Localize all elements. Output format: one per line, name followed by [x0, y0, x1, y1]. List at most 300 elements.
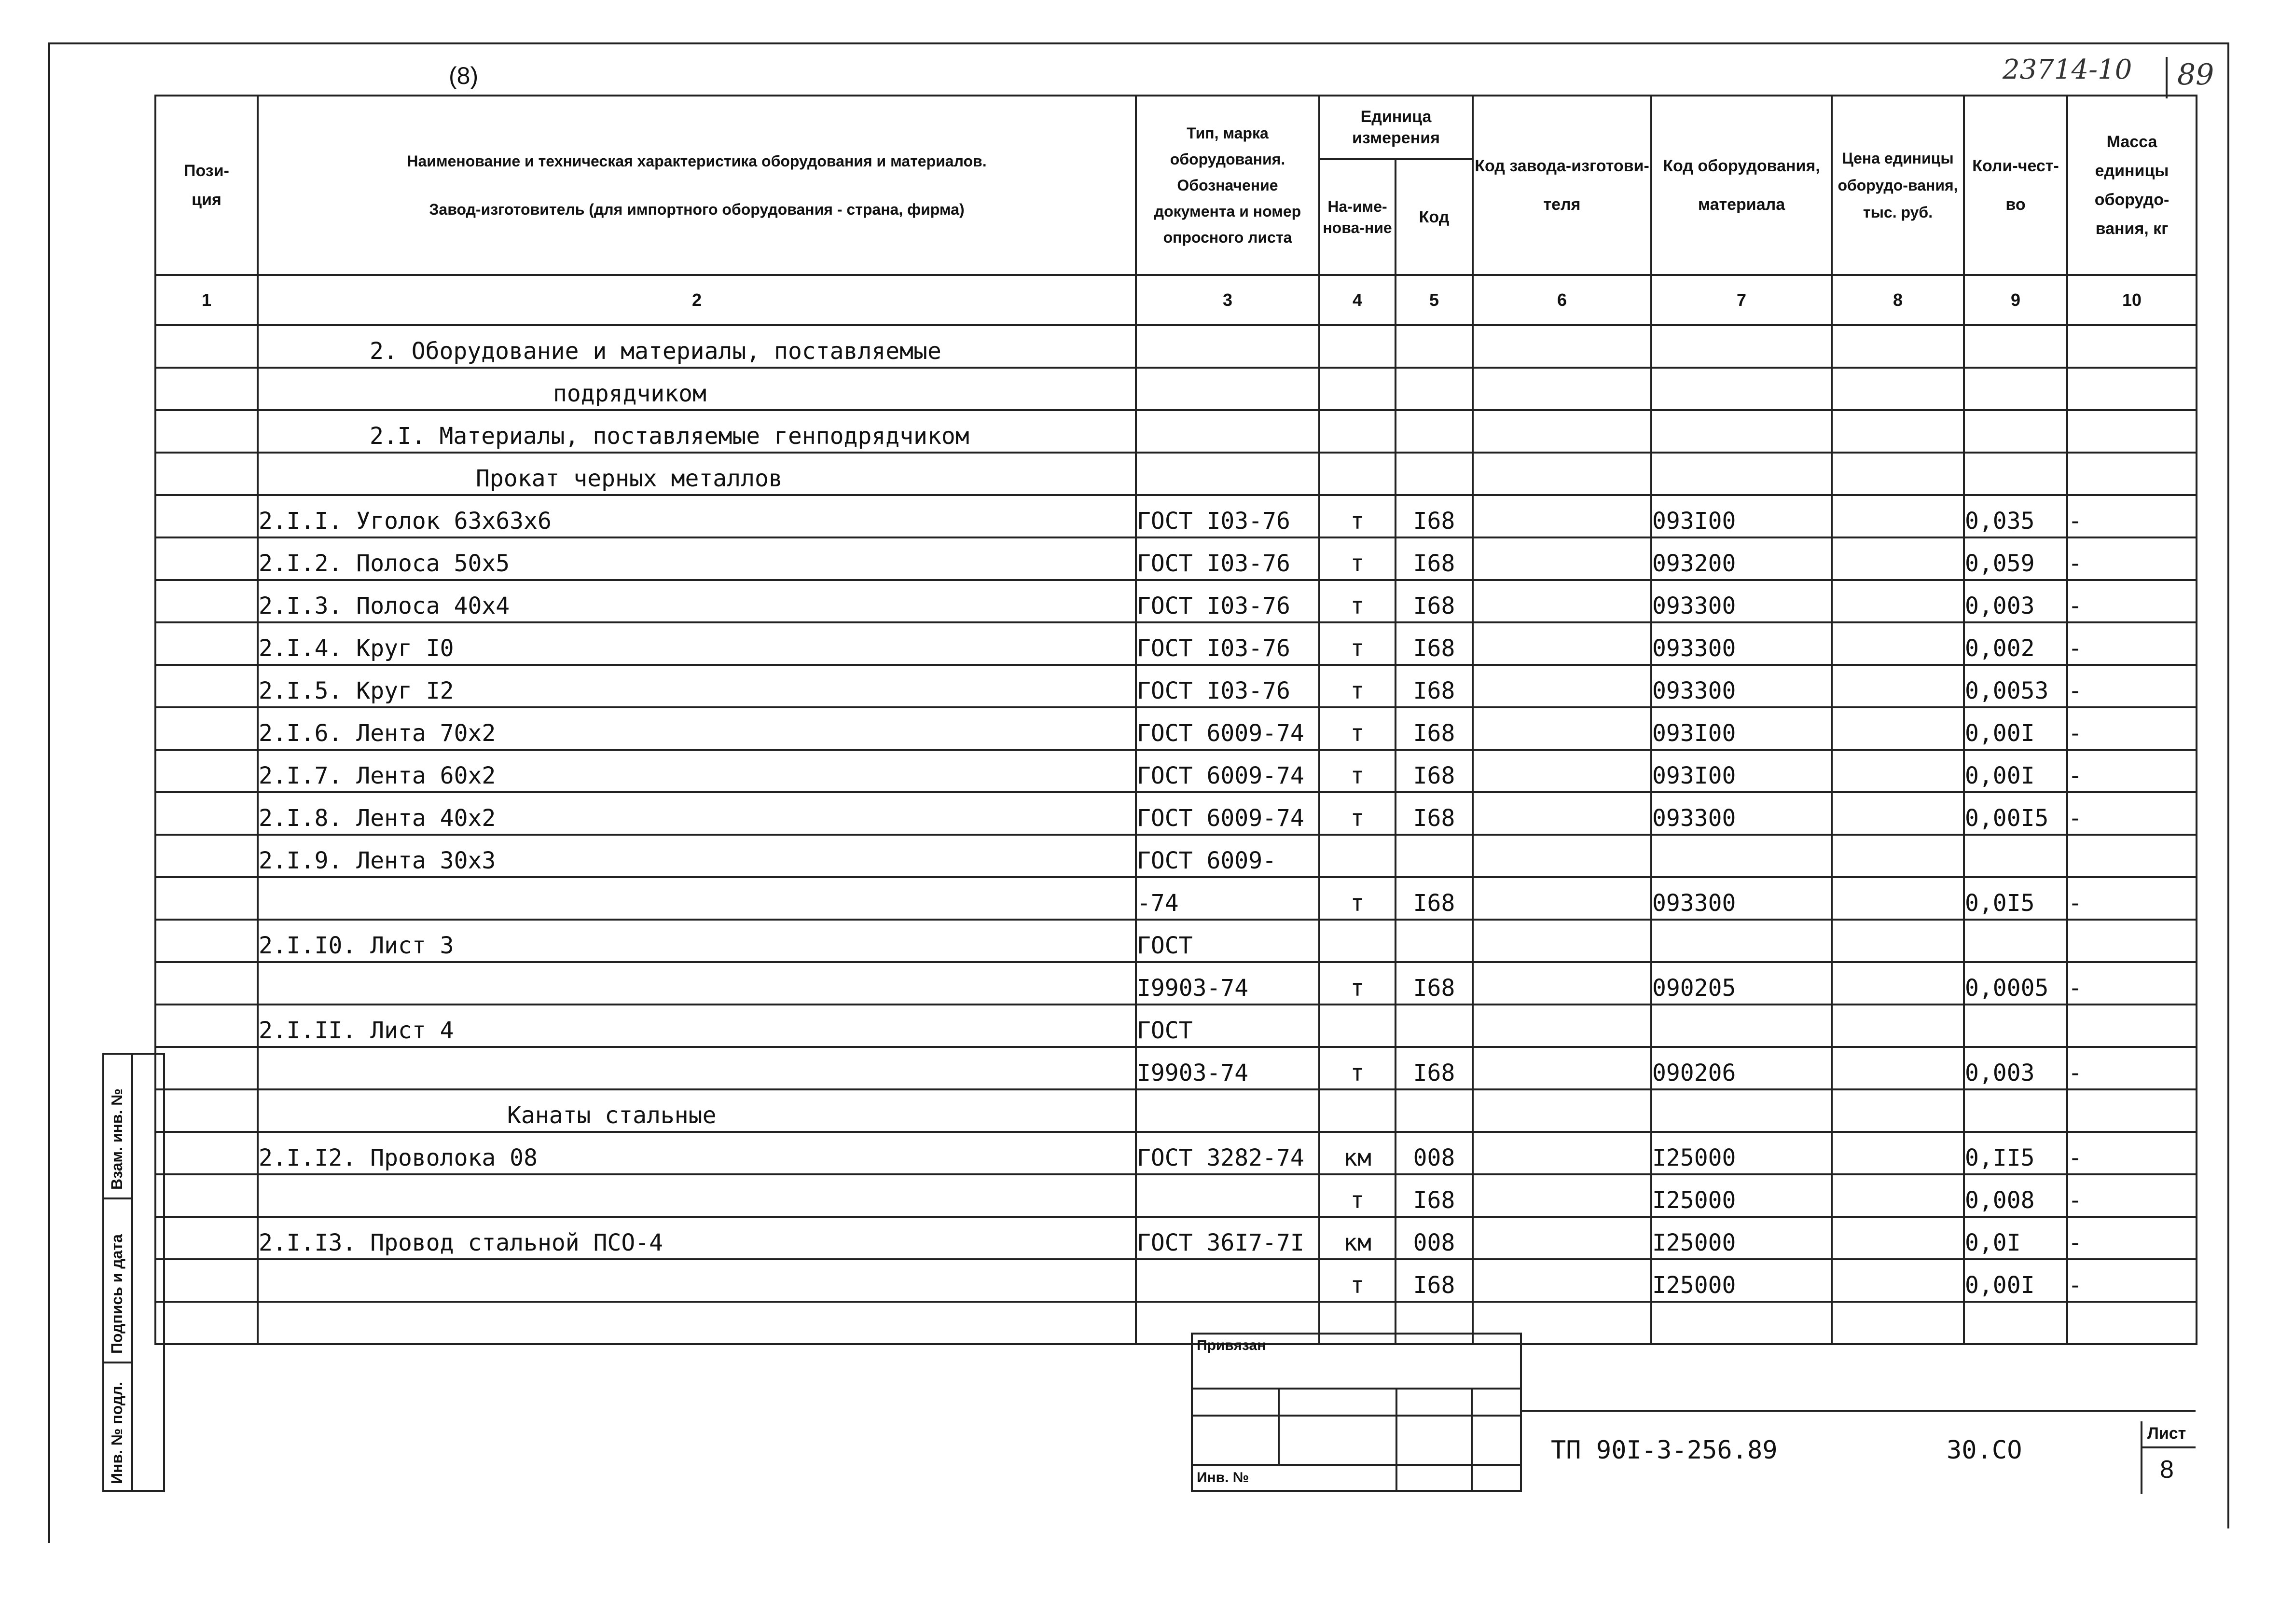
cell-unit-code: I68: [1396, 537, 1473, 580]
column-number: 10: [2067, 275, 2197, 325]
cell-quantity: 0,00I: [1964, 750, 2067, 792]
cell-document: [1136, 325, 1319, 368]
cell-document: -74: [1136, 877, 1319, 920]
cell-quantity: [1964, 368, 2067, 410]
cell-document: [1136, 453, 1319, 495]
sidebar-cell-inv-podl: [104, 1363, 131, 1490]
table-row: [155, 1089, 2197, 1132]
sidebar-divider: [131, 1055, 133, 1490]
cell-quantity: 0,00I: [1964, 707, 2067, 750]
cell-unit-code: I68: [1396, 1259, 1473, 1302]
cell-quantity: 0,II5: [1964, 1132, 2067, 1174]
cell-price: [1832, 325, 1964, 368]
cell-position: [155, 410, 258, 453]
header-unit-code: Код: [1396, 159, 1473, 275]
cell-factory-code: [1473, 835, 1651, 877]
cell-name: 2.I.II. Лист 4: [258, 1005, 1136, 1047]
cell-unit-name: т: [1319, 1174, 1396, 1217]
cell-mass: [2067, 835, 2197, 877]
cell-unit-name: т: [1319, 580, 1396, 622]
cell-unit-name: [1319, 1089, 1396, 1132]
cell-name: Прокат черных металлов: [258, 453, 1136, 495]
cell-factory-code: [1473, 750, 1651, 792]
table-row: [155, 1302, 2197, 1344]
table-row: [155, 835, 2197, 877]
table-row: [155, 495, 2197, 537]
cell-material-code: [1651, 410, 1832, 453]
cell-position: [155, 1302, 258, 1344]
header-price: Цена единицы оборудо-вания, тыс. руб.: [1832, 96, 1964, 275]
table-row: [155, 962, 2197, 1005]
cell-mass: -: [2067, 707, 2197, 750]
cell-material-code: [1651, 1005, 1832, 1047]
cell-unit-code: [1396, 453, 1473, 495]
cell-quantity: 0,0005: [1964, 962, 2067, 1005]
cell-unit-code: 008: [1396, 1132, 1473, 1174]
cell-unit-code: 008: [1396, 1217, 1473, 1259]
cell-name: 2.I. Материалы, поставляемые генподрядчиком: [258, 410, 1136, 453]
table-row: [155, 580, 2197, 622]
cell-position: [155, 1217, 258, 1259]
cell-quantity: 0,035: [1964, 495, 2067, 537]
header-quantity: Коли-чест-во: [1964, 96, 2067, 275]
table-row: [155, 792, 2197, 835]
cell-document: ГОСТ I03-76: [1136, 495, 1319, 537]
cell-unit-name: [1319, 835, 1396, 877]
cell-unit-code: [1396, 920, 1473, 962]
cell-unit-name: т: [1319, 1259, 1396, 1302]
column-number: 8: [1832, 275, 1964, 325]
cell-unit-code: I68: [1396, 665, 1473, 707]
cell-unit-name: т: [1319, 877, 1396, 920]
table-row: [155, 1132, 2197, 1174]
cell-mass: [2067, 368, 2197, 410]
cell-position: [155, 835, 258, 877]
sidebar-cell-vzam-inv: [104, 1055, 131, 1199]
cell-material-code: 093I00: [1651, 707, 1832, 750]
sheet-label: Лист: [2147, 1424, 2186, 1443]
cell-price: [1832, 622, 1964, 665]
table-row: [155, 1174, 2197, 1217]
cell-unit-name: т: [1319, 707, 1396, 750]
cell-unit-name: т: [1319, 750, 1396, 792]
cell-unit-code: I68: [1396, 1174, 1473, 1217]
cell-mass: -: [2067, 750, 2197, 792]
table-row: [155, 920, 2197, 962]
approval-sidebar: [102, 1053, 165, 1492]
table-row: [155, 537, 2197, 580]
cell-document: ГОСТ 6009-74: [1136, 750, 1319, 792]
sidebar-label-vzam-inv: Взам. инв. №: [108, 1088, 125, 1190]
cell-material-code: 093I00: [1651, 750, 1832, 792]
title-block: [1522, 1410, 2196, 1492]
cell-name: 2.I.I. Уголок 63х63х6: [258, 495, 1136, 537]
table-row: [155, 368, 2197, 410]
cell-document: ГОСТ I03-76: [1136, 665, 1319, 707]
cell-position: [155, 920, 258, 962]
cell-quantity: 0,0I5: [1964, 877, 2067, 920]
cell-price: [1832, 495, 1964, 537]
cell-name: [258, 1302, 1136, 1344]
cell-position: [155, 665, 258, 707]
header-type: Тип, марка оборудования. Обозначение документа и номер опросного листа: [1136, 96, 1319, 275]
cell-name: [258, 877, 1136, 920]
cell-quantity: 0,008: [1964, 1174, 2067, 1217]
cell-document: [1136, 1259, 1319, 1302]
cell-name: 2.I.I0. Лист 3: [258, 920, 1136, 962]
cell-mass: -: [2067, 1132, 2197, 1174]
cell-name: 2.I.I2. Проволока 08: [258, 1132, 1136, 1174]
cell-mass: [2067, 1005, 2197, 1047]
cell-name: [258, 1259, 1136, 1302]
cell-position: [155, 1047, 258, 1089]
cell-material-code: 093300: [1651, 580, 1832, 622]
cell-factory-code: [1473, 707, 1651, 750]
stamp-inv-label: Инв. №: [1197, 1470, 1249, 1486]
cell-unit-name: [1319, 1005, 1396, 1047]
cell-price: [1832, 1217, 1964, 1259]
column-number: 5: [1396, 275, 1473, 325]
cell-document: ГОСТ I03-76: [1136, 537, 1319, 580]
sheet-number: 8: [2160, 1456, 2174, 1484]
cell-material-code: [1651, 1089, 1832, 1132]
cell-material-code: I25000: [1651, 1174, 1832, 1217]
cell-name: 2.I.3. Полоса 40х4: [258, 580, 1136, 622]
cell-quantity: [1964, 920, 2067, 962]
cell-quantity: 0,003: [1964, 1047, 2067, 1089]
cell-name: 2.I.5. Круг I2: [258, 665, 1136, 707]
header-position: Пози- ция: [155, 96, 258, 275]
cell-quantity: 0,059: [1964, 537, 2067, 580]
cell-mass: [2067, 920, 2197, 962]
cell-mass: [2067, 1089, 2197, 1132]
cell-factory-code: [1473, 537, 1651, 580]
cell-quantity: [1964, 453, 2067, 495]
cell-position: [155, 1132, 258, 1174]
cell-document: [1136, 368, 1319, 410]
cell-position: [155, 537, 258, 580]
cell-material-code: [1651, 1302, 1832, 1344]
table-row: [155, 1047, 2197, 1089]
frame-right-border: [2227, 42, 2229, 1528]
cell-document: ГОСТ I03-76: [1136, 580, 1319, 622]
cell-position: [155, 1174, 258, 1217]
cell-mass: -: [2067, 665, 2197, 707]
cell-position: [155, 750, 258, 792]
column-number: 7: [1651, 275, 1832, 325]
cell-name: 2.I.4. Круг I0: [258, 622, 1136, 665]
cell-name: 2.I.6. Лента 70х2: [258, 707, 1136, 750]
cell-quantity: [1964, 410, 2067, 453]
cell-factory-code: [1473, 622, 1651, 665]
cell-unit-code: [1396, 1089, 1473, 1132]
cell-unit-code: I68: [1396, 495, 1473, 537]
cell-position: [155, 495, 258, 537]
cell-document: [1136, 1089, 1319, 1132]
cell-factory-code: [1473, 920, 1651, 962]
title-block-sheet-box: [2141, 1421, 2196, 1494]
cell-position: [155, 622, 258, 665]
cell-unit-code: I68: [1396, 580, 1473, 622]
page-number-divider: [2166, 57, 2168, 98]
cell-document: ГОСТ: [1136, 1005, 1319, 1047]
cell-name: 2.I.8. Лента 40х2: [258, 792, 1136, 835]
cell-unit-name: т: [1319, 792, 1396, 835]
cell-price: [1832, 962, 1964, 1005]
cell-name: 2. Оборудование и материалы, поставляемые: [258, 325, 1136, 368]
cell-document: [1136, 410, 1319, 453]
cell-price: [1832, 1174, 1964, 1217]
cell-position: [155, 707, 258, 750]
cell-mass: -: [2067, 1259, 2197, 1302]
cell-mass: [2067, 453, 2197, 495]
cell-price: [1832, 1302, 1964, 1344]
cell-factory-code: [1473, 1047, 1651, 1089]
table-row: [155, 877, 2197, 920]
sidebar-label-inv-podl: Инв. № подл.: [108, 1381, 125, 1484]
cell-document: ГОСТ 36I7-7I: [1136, 1217, 1319, 1259]
cell-position: [155, 1259, 258, 1302]
cell-price: [1832, 368, 1964, 410]
cell-price: [1832, 410, 1964, 453]
cell-factory-code: [1473, 1217, 1651, 1259]
header-unit-name: На-име-нова-ние: [1319, 159, 1396, 275]
cell-mass: -: [2067, 792, 2197, 835]
cell-material-code: 093200: [1651, 537, 1832, 580]
header-unit-group: Единица измерения: [1319, 96, 1473, 159]
cell-document: ГОСТ 6009-74: [1136, 707, 1319, 750]
cell-position: [155, 792, 258, 835]
cell-name: [258, 1174, 1136, 1217]
header-material-code: Код оборудования, материала: [1651, 96, 1832, 275]
cell-material-code: 093300: [1651, 622, 1832, 665]
cell-unit-name: [1319, 410, 1396, 453]
cell-price: [1832, 750, 1964, 792]
specification-table: [154, 95, 2197, 1345]
cell-mass: [2067, 410, 2197, 453]
column-number: 2: [258, 275, 1136, 325]
cell-name: [258, 962, 1136, 1005]
column-number: 1: [155, 275, 258, 325]
cell-material-code: [1651, 368, 1832, 410]
binding-stamp: [1191, 1333, 1522, 1492]
cell-position: [155, 1005, 258, 1047]
cell-unit-name: т: [1319, 1047, 1396, 1089]
table-row: [155, 665, 2197, 707]
table-row: [155, 1005, 2197, 1047]
cell-unit-code: [1396, 325, 1473, 368]
cell-mass: -: [2067, 1174, 2197, 1217]
cell-document: I9903-74: [1136, 962, 1319, 1005]
column-number: 3: [1136, 275, 1319, 325]
cell-mass: -: [2067, 580, 2197, 622]
cell-quantity: [1964, 1005, 2067, 1047]
cell-price: [1832, 1089, 1964, 1132]
cell-unit-code: I68: [1396, 707, 1473, 750]
cell-position: [155, 325, 258, 368]
cell-factory-code: [1473, 792, 1651, 835]
cell-unit-name: т: [1319, 962, 1396, 1005]
stamp-line: [1396, 1388, 1397, 1492]
cell-name: Канаты стальные: [258, 1089, 1136, 1132]
cell-factory-code: [1473, 410, 1651, 453]
sheet-box-divider: [2142, 1446, 2196, 1448]
cell-quantity: 0,003: [1964, 580, 2067, 622]
cell-document: ГОСТ I03-76: [1136, 622, 1319, 665]
cell-factory-code: [1473, 665, 1651, 707]
cell-unit-code: I68: [1396, 792, 1473, 835]
stamp-privyazan-label: Привязан: [1197, 1337, 1266, 1353]
cell-position: [155, 368, 258, 410]
cell-factory-code: [1473, 580, 1651, 622]
table-row: [155, 622, 2197, 665]
cell-factory-code: [1473, 453, 1651, 495]
cell-material-code: [1651, 835, 1832, 877]
cell-unit-code: [1396, 368, 1473, 410]
cell-mass: -: [2067, 495, 2197, 537]
cell-position: [155, 877, 258, 920]
sidebar-label-podpis-data: Подпись и дата: [108, 1234, 125, 1354]
cell-name: подрядчиком: [258, 368, 1136, 410]
cell-document: [1136, 1174, 1319, 1217]
cell-price: [1832, 1047, 1964, 1089]
cell-quantity: [1964, 1089, 2067, 1132]
cell-mass: [2067, 325, 2197, 368]
header-mass: Масса единицы оборудо-вания, кг: [2067, 96, 2197, 275]
cell-unit-code: I68: [1396, 962, 1473, 1005]
cell-quantity: 0,00I5: [1964, 792, 2067, 835]
column-number: 6: [1473, 275, 1651, 325]
cell-factory-code: [1473, 495, 1651, 537]
cell-position: [155, 580, 258, 622]
cell-price: [1832, 920, 1964, 962]
cell-material-code: [1651, 453, 1832, 495]
cell-quantity: [1964, 1302, 2067, 1344]
cell-unit-code: [1396, 1005, 1473, 1047]
cell-material-code: I25000: [1651, 1217, 1832, 1259]
cell-material-code: I25000: [1651, 1259, 1832, 1302]
header-name: Наименование и техническая характеристика оборудования и материалов. Завод-изготовитель (для импортного оборудования - страна, фирма): [258, 96, 1136, 275]
cell-mass: -: [2067, 1217, 2197, 1259]
document-number: 23714-10: [2003, 54, 2132, 85]
cell-material-code: 093I00: [1651, 495, 1832, 537]
cell-mass: -: [2067, 1047, 2197, 1089]
cell-position: [155, 453, 258, 495]
cell-unit-code: I68: [1396, 1047, 1473, 1089]
table-row: [155, 453, 2197, 495]
cell-unit-name: км: [1319, 1132, 1396, 1174]
cell-price: [1832, 580, 1964, 622]
cell-document: ГОСТ 3282-74: [1136, 1132, 1319, 1174]
cell-name: 2.I.I3. Провод стальной ПСО-4: [258, 1217, 1136, 1259]
cell-price: [1832, 877, 1964, 920]
cell-mass: -: [2067, 537, 2197, 580]
cell-mass: -: [2067, 877, 2197, 920]
cell-quantity: 0,00I: [1964, 1259, 2067, 1302]
cell-quantity: [1964, 835, 2067, 877]
cell-factory-code: [1473, 962, 1651, 1005]
cell-price: [1832, 665, 1964, 707]
cell-unit-name: т: [1319, 537, 1396, 580]
cell-price: [1832, 453, 1964, 495]
cell-factory-code: [1473, 1259, 1651, 1302]
title-block-code: ТП 90I-3-256.89: [1551, 1436, 1778, 1465]
cell-unit-name: т: [1319, 665, 1396, 707]
cell-name: 2.I.7. Лента 60х2: [258, 750, 1136, 792]
cell-quantity: [1964, 325, 2067, 368]
cell-material-code: 093300: [1651, 877, 1832, 920]
cell-factory-code: [1473, 1089, 1651, 1132]
cell-unit-name: км: [1319, 1217, 1396, 1259]
cell-material-code: 090206: [1651, 1047, 1832, 1089]
table-row: [155, 1217, 2197, 1259]
cell-unit-code: I68: [1396, 622, 1473, 665]
page-number-handwritten: 89: [2177, 58, 2214, 92]
cell-price: [1832, 707, 1964, 750]
cell-material-code: 093300: [1651, 665, 1832, 707]
cell-factory-code: [1473, 325, 1651, 368]
specification-rows: [155, 325, 2197, 1344]
cell-unit-name: т: [1319, 495, 1396, 537]
sheet-top-number: (8): [449, 62, 479, 89]
cell-factory-code: [1473, 1005, 1651, 1047]
cell-material-code: 093300: [1651, 792, 1832, 835]
cell-price: [1832, 835, 1964, 877]
stamp-line: [1278, 1388, 1280, 1464]
cell-quantity: 0,0053: [1964, 665, 2067, 707]
cell-unit-name: [1319, 920, 1396, 962]
cell-quantity: 0,0I: [1964, 1217, 2067, 1259]
cell-material-code: [1651, 325, 1832, 368]
cell-position: [155, 1089, 258, 1132]
stamp-line: [1471, 1388, 1473, 1492]
cell-price: [1832, 537, 1964, 580]
frame-top-border: [48, 42, 2229, 44]
cell-unit-code: [1396, 410, 1473, 453]
cell-quantity: 0,002: [1964, 622, 2067, 665]
cell-unit-name: [1319, 325, 1396, 368]
sidebar-cell-podpis-data: [104, 1199, 131, 1363]
cell-unit-name: [1319, 368, 1396, 410]
cell-price: [1832, 1132, 1964, 1174]
cell-name: 2.I.2. Полоса 50х5: [258, 537, 1136, 580]
cell-factory-code: [1473, 877, 1651, 920]
cell-factory-code: [1473, 1132, 1651, 1174]
cell-unit-name: т: [1319, 622, 1396, 665]
table-row: [155, 410, 2197, 453]
cell-document: ГОСТ: [1136, 920, 1319, 962]
table-row: [155, 1259, 2197, 1302]
cell-material-code: 090205: [1651, 962, 1832, 1005]
cell-mass: -: [2067, 622, 2197, 665]
cell-unit-code: I68: [1396, 750, 1473, 792]
header-factory-code: Код завода-изготови-теля: [1473, 96, 1651, 275]
cell-material-code: I25000: [1651, 1132, 1832, 1174]
cell-name: 2.I.9. Лента 30х3: [258, 835, 1136, 877]
cell-name: [258, 1047, 1136, 1089]
cell-mass: -: [2067, 962, 2197, 1005]
column-number: 4: [1319, 275, 1396, 325]
cell-factory-code: [1473, 1174, 1651, 1217]
cell-mass: [2067, 1302, 2197, 1344]
cell-unit-code: I68: [1396, 877, 1473, 920]
cell-document: ГОСТ 6009-74: [1136, 792, 1319, 835]
frame-left-border: [48, 42, 50, 1543]
column-number: 9: [1964, 275, 2067, 325]
cell-position: [155, 962, 258, 1005]
table-row: [155, 750, 2197, 792]
cell-price: [1832, 1259, 1964, 1302]
